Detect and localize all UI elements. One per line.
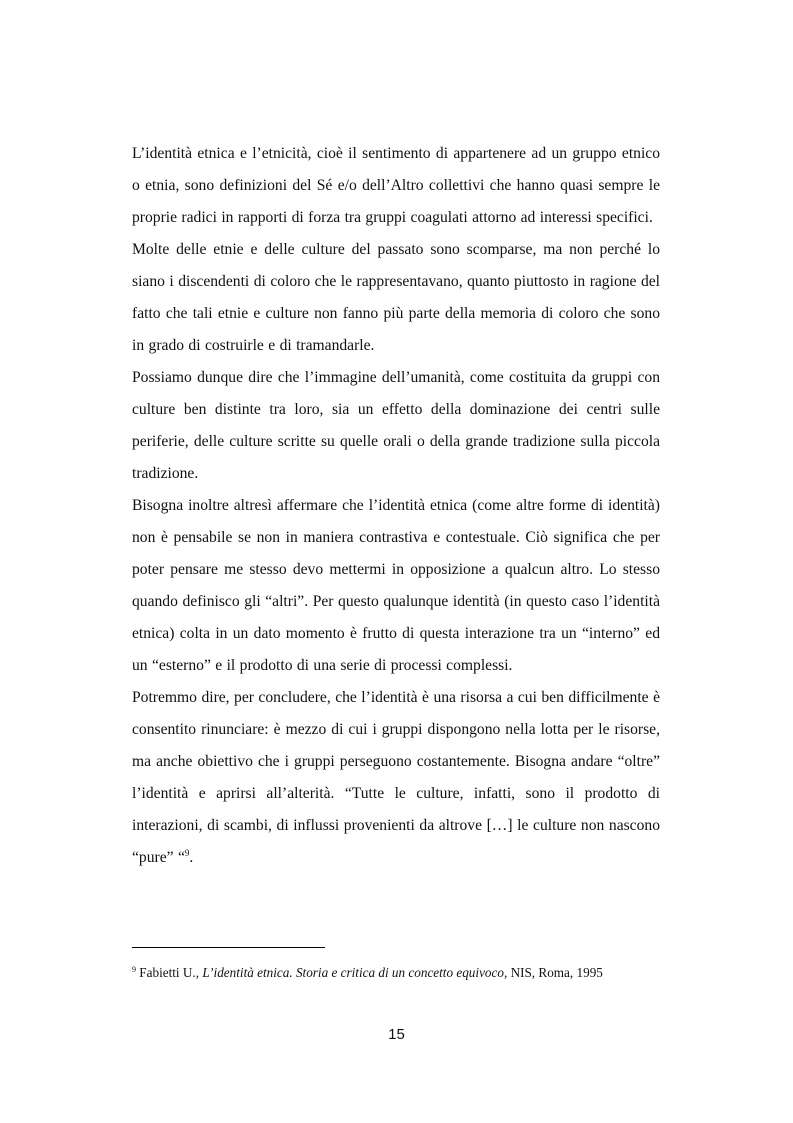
paragraph-3: Possiamo dunque dire che l’immagine dell’umanità, come costituita da gruppi con culture ben distinte tra loro, sia un effetto della dominazione dei centri sulle periferie, delle culture scritte su quelle orali o della grande tradizione sulla piccola tradizione. bbox=[132, 369, 660, 482]
footnote-separator bbox=[132, 947, 325, 948]
paragraph-5 bbox=[132, 682, 660, 874]
footnote-number: 9 bbox=[132, 965, 136, 974]
paragraph-5-end: . bbox=[189, 849, 194, 866]
footnote-reference[interactable]: 9 bbox=[184, 848, 190, 858]
paragraph-2: Molte delle etnie e delle culture del passato sono scomparse, ma non perché lo siano i discendenti di coloro che le rappresentavano, quanto piuttosto in ragione del fatto che tali etnie e culture non fanno più parte della memoria di coloro che sono in grado di costruirle e di tramandarle. bbox=[132, 241, 660, 354]
body-text bbox=[132, 138, 660, 874]
paragraph-4: Bisogna inoltre altresì affermare che l’identità etnica (come altre forme di identità) non è pensabile se non in maniera contrastiva e contestuale. Ciò significa che per poter pensare me stesso devo mettermi in opposizione a qualcun altro. Lo stesso quando definisco gli “altri”. Per questo qualunque identità (in questo caso l’identità etnica) colta in un dato momento è frutto di questa interazione tra un “interno” ed un “esterno” e il prodotto di una serie di processi complessi. bbox=[132, 497, 660, 674]
page-number: 15 bbox=[388, 1026, 405, 1043]
paragraph-5-text: Potremmo dire, per concludere, che l’identità è una risorsa a cui ben difficilmente è consentito rinunciare: è mezzo di cui i gruppi dispongono nella lotta per le risorse, ma anche obiettivo che i gruppi perseguono costantemente. Bisogna andare “oltre” l’identità e aprirsi all’alterità. “Tutte le culture, infatti, sono il prodotto di interazioni, di scambi, di influssi provenienti da altrove […] le culture non nascono “pure” “ bbox=[132, 689, 660, 866]
paragraph-1: L’identità etnica e l’etnicità, cioè il sentimento di appartenere ad un gruppo etnico o etnia, sono definizioni del Sé e/o dell’Altro collettivi che hanno quasi sempre le proprie radici in rapporti di forza tra gruppi coagulati attorno ad interessi specifici. bbox=[132, 145, 660, 226]
footnote bbox=[132, 961, 660, 982]
footnote-author: Fabietti U., bbox=[136, 965, 203, 980]
footnote-title: L’identità etnica. Storia e critica di un concetto equivoco, bbox=[202, 965, 508, 980]
footnote-publisher: NIS, Roma, 1995 bbox=[507, 965, 603, 980]
